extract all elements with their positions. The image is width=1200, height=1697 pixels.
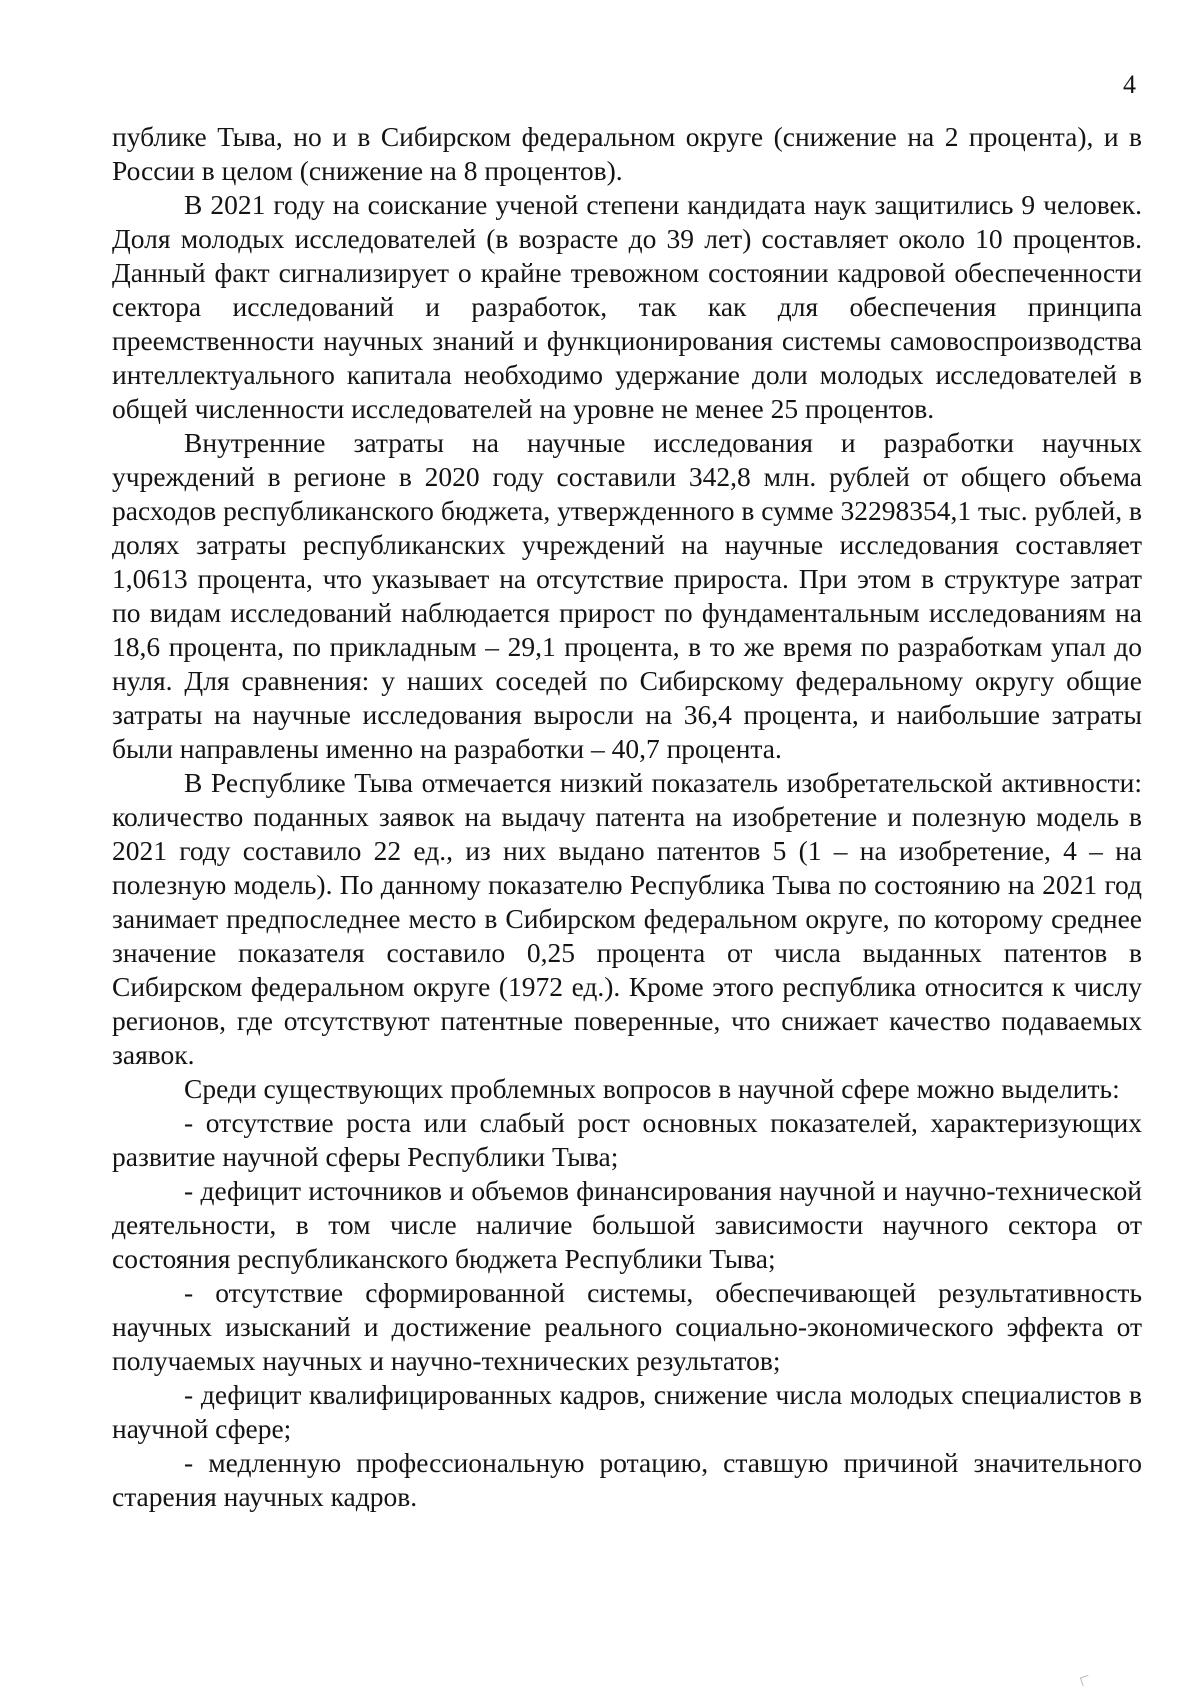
list-item-problem-funding: - дефицит источников и объемов финансирования научной и научно-технической деятельности, в том числе наличие большой зависимости научного сектора от состояния республиканского бюджета Республики Тыва; bbox=[112, 1175, 1142, 1274]
paragraph-young-researchers: В 2021 году на соискание ученой степени кандидата наук защитились 9 человек. Доля молодых исследователей (в возрасте до 39 лет) составляет около 10 процентов. Данный факт сигнализирует о крайне тревожном состоянии кадровой обеспеченности сектора исследований и разработок, так как для обеспечения принципа преемственности научных знаний и функционирования системы самовоспроизводства интеллектуального капитала необходимо удержание доли молодых исследователей в общей численности исследователей на уровне не менее 25 процентов. bbox=[112, 189, 1142, 424]
scan-corner-mark bbox=[1080, 1675, 1092, 1687]
list-item-problem-system: - отсутствие сформированной системы, обеспечивающей результативность научных изысканий и достижение реального социально-экономического эффекта от получаемых научных и научно-технических результатов; bbox=[112, 1277, 1142, 1376]
paragraph-research-expenses: Внутренние затраты на научные исследования и разработки научных учреждений в регионе в 2020 году составили 342,8 млн. рублей от общего объема расходов республиканского бюджета, утвержденного в сумме 32298354,1 тыс. рублей, в долях затраты республиканских учреждений на научные исследования составляет 1,0613 процента, что указывает на отсутствие прироста. При этом в структуре затрат по видам исследований наблюдается прирост по фундаментальным исследованиям на 18,6 процента, по прикладным – 29,1 процента, в то же время по разработкам упал до нуля. Для сравнения: у наших соседей по Сибирскому федеральному округу общие затраты на научные исследования выросли на 36,4 процента, и наибольшие затраты были направлены именно на разработки – 40,7 процента. bbox=[112, 427, 1142, 764]
body-text bbox=[112, 120, 1142, 1514]
page-number: 4 bbox=[1123, 70, 1136, 99]
paragraph-inventive-activity: В Республике Тыва отмечается низкий показатель изобретательской активности: количество поданных заявок на выдачу патента на изобретение и полезную модель в 2021 году составило 22 ед., из них выдано патентов 5 (1 – на изобретение, 4 – на полезную модель). По данному показателю Республика Тыва по состоянию на 2021 год занимает предпоследнее место в Сибирском федеральном округе, по которому среднее значение показателя составило 0,25 процента от числа выданных патентов в Сибирском федеральном округе (1972 ед.). Кроме этого республика относится к числу регионов, где отсутствуют патентные поверенные, что снижает качество подаваемых заявок. bbox=[112, 767, 1142, 1070]
list-item-problem-growth: - отсутствие роста или слабый рост основных показателей, характеризующих развитие научной сферы Республики Тыва; bbox=[112, 1107, 1142, 1172]
paragraph-continuation: публике Тыва, но и в Сибирском федеральном округе (снижение на 2 процента), и в России в целом (снижение на 8 процентов). bbox=[112, 121, 1142, 186]
list-item-problem-staff: - дефицит квалифицированных кадров, снижение числа молодых специалистов в научной сфере; bbox=[112, 1379, 1142, 1444]
paragraph-problems-intro: Среди существующих проблемных вопросов в научной сфере можно выделить: bbox=[184, 1073, 1120, 1104]
list-item-problem-rotation: - медленную профессиональную ротацию, ставшую причиной значительного старения научных кадров. bbox=[112, 1447, 1142, 1512]
